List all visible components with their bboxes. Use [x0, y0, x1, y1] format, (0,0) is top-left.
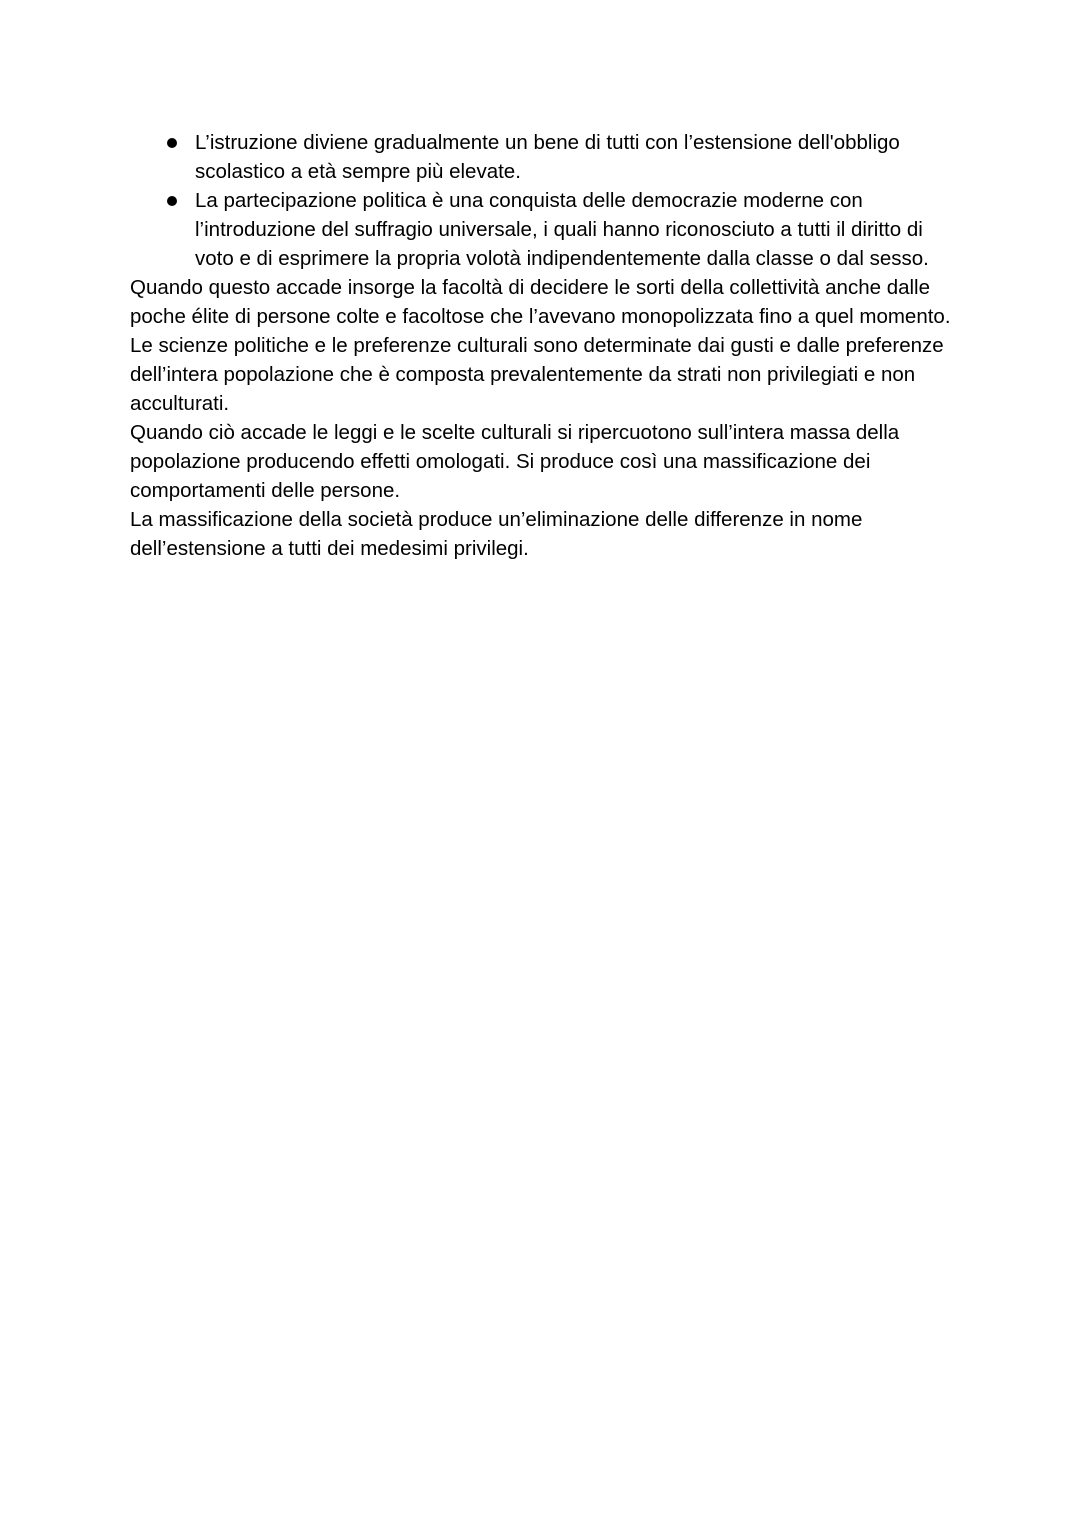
bullet-dot-icon: [167, 196, 177, 206]
document-body: [130, 128, 960, 563]
bullet-list: [130, 128, 960, 273]
bullet-dot-icon: [167, 138, 177, 148]
bullet-text: L’istruzione diviene gradualmente un bene di tutti con l’estensione dell'obbligo scolastico a età sempre più elevate.: [195, 131, 900, 183]
bullet-text: La partecipazione politica è una conquista delle democrazie moderne con l’introduzione del suffragio universale, i quali hanno riconosciuto a tutti il diritto di voto e di esprimere la propria volotà indipendentemente dalla classe o dal sesso.: [195, 189, 929, 270]
paragraph-massificazione-comportamenti: Quando ciò accade le leggi e le scelte culturali si ripercuotono sull’intera massa della popolazione producendo effetti omologati. Si produce così una massificazione dei comportamenti delle persone.: [130, 421, 900, 502]
paragraph-massificazione-societa: La massificazione della società produce un’eliminazione delle differenze in nome dell’estensione a tutti dei medesimi privilegi.: [130, 508, 863, 560]
bullet-item-istruzione: [130, 128, 960, 186]
paragraph-collettivita: Quando questo accade insorge la facoltà di decidere le sorti della collettività anche dalle poche élite di persone colte e facoltose che l’avevano monopolizzata fino a quel momento. Le scienze politiche e le preferenze culturali sono determinate dai gusti e dalle preferenze dell’intera popolazione che è composta prevalentemente da strati non privilegiati e non acculturati.: [130, 276, 951, 415]
bullet-item-partecipazione: [130, 186, 960, 273]
